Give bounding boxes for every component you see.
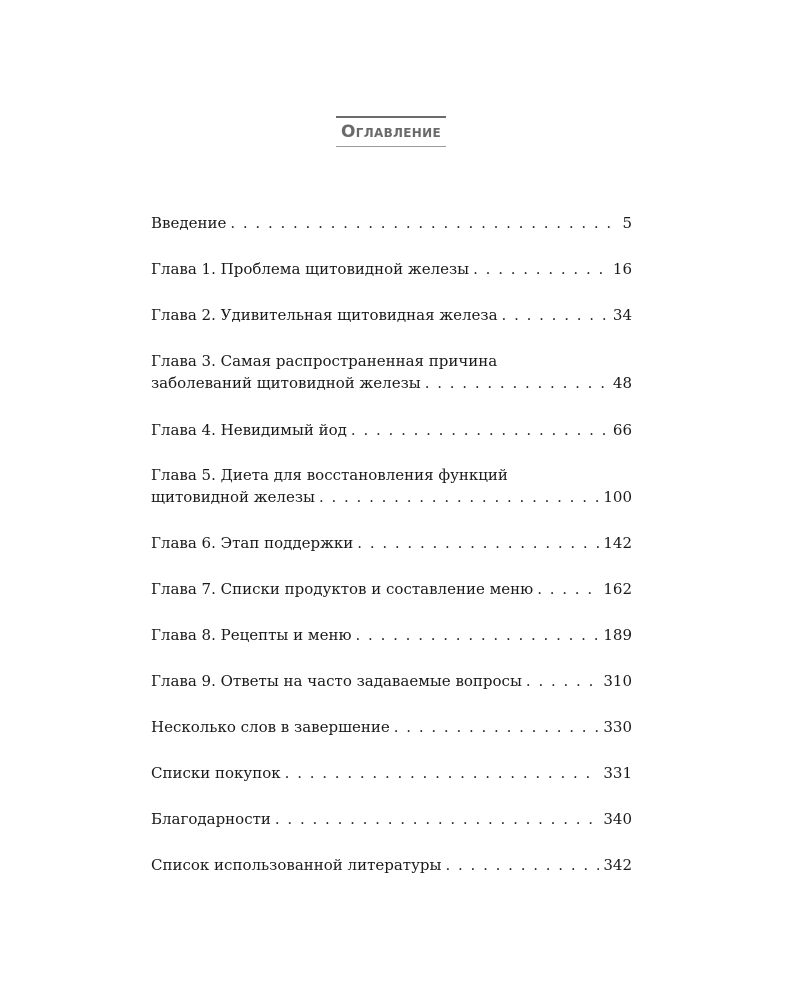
dot-leader	[230, 212, 618, 234]
toc-entry-title: Несколько слов в завершение	[151, 718, 390, 736]
toc-entry-shopping-lists[interactable]	[151, 762, 632, 784]
dot-leader	[537, 578, 599, 600]
toc-page-number: 342	[603, 856, 632, 874]
toc-entry-title: щитовидной железы	[151, 488, 315, 506]
toc-entry-title: Введение	[151, 214, 227, 232]
toc-header	[336, 116, 446, 147]
toc-page-number: 16	[612, 260, 632, 278]
toc-entry-title-line1: Глава 3. Самая распространенная причина	[151, 352, 498, 370]
dot-leader	[351, 419, 609, 441]
toc-entry-conclusion[interactable]	[151, 716, 632, 738]
toc-entry-introduction[interactable]	[151, 212, 632, 234]
toc-entry-title: Список использованной литературы	[151, 856, 442, 874]
toc-page-number: 331	[603, 764, 632, 782]
dot-leader	[526, 670, 599, 692]
toc-entry-chapter-4[interactable]	[151, 419, 632, 441]
toc-entry-title: заболеваний щитовидной железы	[151, 374, 421, 392]
toc-entry-title: Глава 7. Списки продуктов и составление меню	[151, 580, 534, 598]
page-title: Оглавление	[336, 122, 446, 147]
toc-page-number: 310	[603, 672, 632, 690]
toc-page-number: 5	[622, 214, 632, 232]
toc-page-number: 34	[612, 306, 632, 324]
toc-entry-chapter-9[interactable]	[151, 670, 632, 692]
toc-entry-title: Глава 4. Невидимый йод	[151, 421, 347, 439]
dot-leader	[473, 258, 609, 280]
toc-entry-chapter-5[interactable]	[151, 464, 632, 508]
toc-entry-title: Глава 8. Рецепты и меню	[151, 626, 352, 644]
toc-entry-acknowledgements[interactable]	[151, 808, 632, 830]
dot-leader	[445, 854, 599, 876]
toc-page-number: 340	[603, 810, 632, 828]
dot-leader	[425, 372, 609, 394]
toc-entry-chapter-2[interactable]	[151, 304, 632, 326]
toc-page-number: 48	[612, 374, 632, 392]
toc-entry-chapter-3[interactable]	[151, 350, 632, 394]
toc-entry-chapter-8[interactable]	[151, 624, 632, 646]
toc-page-number: 66	[612, 421, 632, 439]
dot-leader	[356, 624, 600, 646]
toc-entry-title: Списки покупок	[151, 764, 281, 782]
toc-entry-title: Благодарности	[151, 810, 271, 828]
header-rule	[336, 116, 446, 118]
toc-entry-chapter-6[interactable]	[151, 532, 632, 554]
toc-entry-chapter-7[interactable]	[151, 578, 632, 600]
toc-page-number: 162	[603, 580, 632, 598]
toc-page-number: 100	[603, 488, 632, 506]
toc-entry-bibliography[interactable]	[151, 854, 632, 876]
dot-leader	[319, 486, 599, 508]
dot-leader	[357, 532, 599, 554]
toc-entry-title: Глава 2. Удивительная щитовидная железа	[151, 306, 498, 324]
toc-page-number: 142	[603, 534, 632, 552]
toc-entry-title: Глава 9. Ответы на часто задаваемые вопросы	[151, 672, 522, 690]
toc-entry-title: Глава 1. Проблема щитовидной железы	[151, 260, 470, 278]
toc-entry-title-line1: Глава 5. Диета для восстановления функций	[151, 466, 508, 484]
dot-leader	[285, 762, 600, 784]
toc-entry-title: Глава 6. Этап поддержки	[151, 534, 354, 552]
toc-page-number: 330	[603, 718, 632, 736]
dot-leader	[275, 808, 599, 830]
toc-entry-chapter-1[interactable]	[151, 258, 632, 280]
toc-page-number: 189	[603, 626, 632, 644]
dot-leader	[502, 304, 609, 326]
dot-leader	[394, 716, 600, 738]
